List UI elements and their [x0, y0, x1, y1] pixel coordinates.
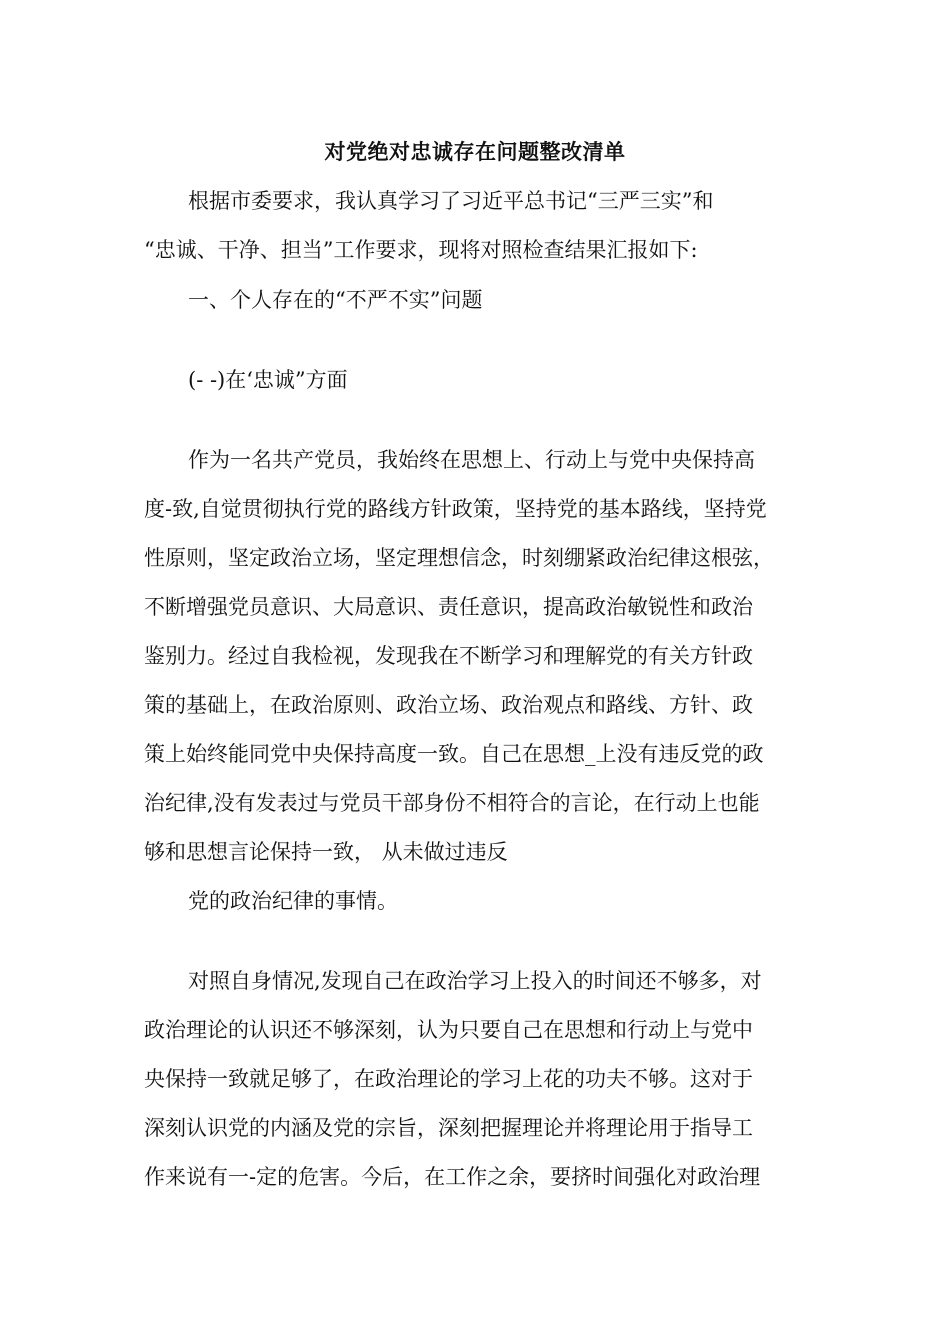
- paragraph-line: 政治理论的认识还不够深刻，认为只要自己在思想和行动上与党中: [144, 1018, 753, 1042]
- paragraph-line: 党的政治纪律的事情。: [188, 889, 398, 913]
- document-title: 对党绝对忠诚存在问题整改清单: [324, 139, 626, 164]
- paragraph-line: 根据市委要求，我认真学习了习近平总书记“三严三实”和: [188, 189, 714, 213]
- paragraph-line: 对照自身情况,发现自己在政治学习上投入的时间还不够多，对: [188, 969, 762, 993]
- paragraph-line: 鉴别力。经过自我检视，发现我在不断学习和理解党的有关方针政: [144, 644, 753, 668]
- paragraph-line: 深刻认识党的内涵及党的宗旨，深刻把握理论并将理论用于指导工: [144, 1116, 753, 1140]
- paragraph-line: 性原则，坚定政治立场，坚定理想信念，时刻绷紧政治纪律这根弦，: [144, 546, 774, 570]
- paragraph-line: 策的基础上，在政治原则、政治立场、政治观点和路线、方针、政: [144, 693, 753, 717]
- paragraph-line: “忠诚、干净、担当”工作要求，现将对照检查结果汇报如下:: [144, 238, 698, 262]
- paragraph-line: 作来说有一-定的危害。今后，在工作之余，要挤时间强化对政治理: [144, 1165, 761, 1189]
- paragraph-line: 作为一名共产党员，我始终在思想上、行动上与党中央保持高: [188, 448, 755, 472]
- paragraph-line: 治纪律,没有发表过与党员干部身份不相符合的言论，在行动上也能: [144, 791, 760, 815]
- paragraph-line: 央保持一致就足够了，在政治理论的学习上花的功夫不够。这对于: [144, 1067, 753, 1091]
- paragraph-line: 不断增强党员意识、大局意识、责任意识，提高政治敏锐性和政治: [144, 595, 753, 619]
- paragraph-line: 够和思想言论保持一致， 从未做过违反: [144, 840, 508, 864]
- paragraph-line: 度-致,自觉贯彻执行党的路线方针政策，坚持党的基本路线，坚持党: [144, 497, 767, 521]
- section-heading: 一、个人存在的“不严不实”问题: [188, 288, 483, 312]
- subsection-heading: (- -)在‘忠诚”方面: [188, 368, 348, 392]
- paragraph-line: 策上始终能同党中央保持高度一致。自己在思想_上没有违反党的政: [144, 742, 764, 766]
